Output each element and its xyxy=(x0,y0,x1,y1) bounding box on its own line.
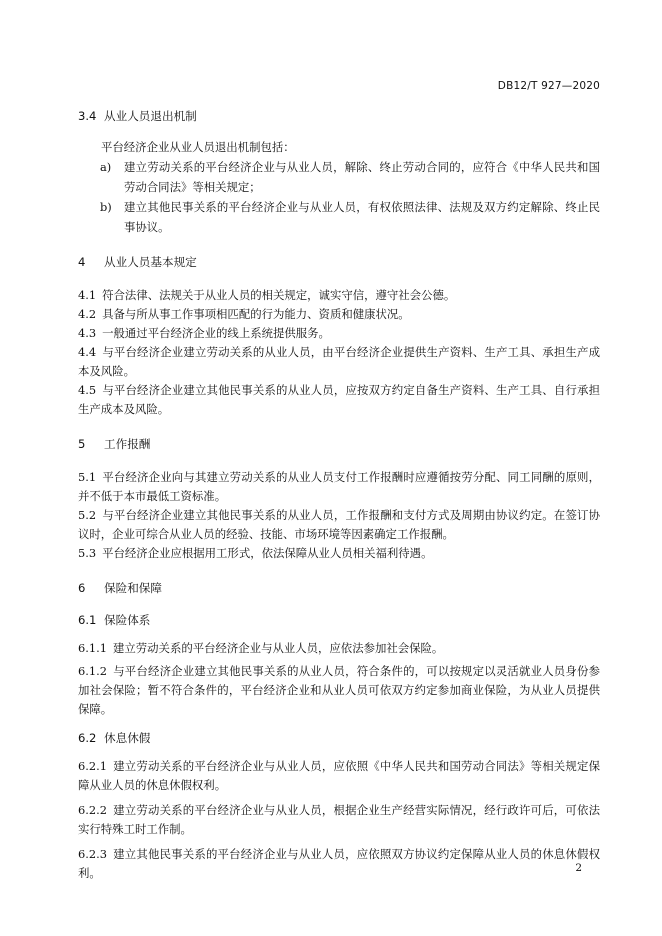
list-item-a: a) 建立劳动关系的平台经济企业与从业人员，解除、终止劳动合同的，应符合《中华人民共和国劳动合同法》等相关规定； xyxy=(100,160,600,194)
document-code: DB12/T 927—2020 xyxy=(497,80,600,92)
document-body xyxy=(78,107,600,883)
section-6-2-heading: 6.2 休息休假 xyxy=(78,731,151,745)
section-3-4-intro: 平台经济企业从业人员退出机制包括： xyxy=(101,140,295,154)
para-5-1: 5.1 平台经济企业向与其建立劳动关系的从业人员支付工作报酬时应遵循按劳分配、同工同酬的原则，并不低于本市最低工资标准。 xyxy=(78,470,600,503)
para-5-3: 5.3 平台经济企业应根据用工形式，依法保障从业人员相关福利待遇。 xyxy=(78,546,433,560)
para-4-1: 4.1 符合法律、法规关于从业人员的相关规定，诚实守信，遵守社会公德。 xyxy=(78,288,456,302)
section-6-heading: 6 保险和保障 xyxy=(78,581,162,595)
section-3-4-heading: 3.4 从业人员退出机制 xyxy=(78,109,197,123)
para-6-2-2: 6.2.2 建立劳动关系的平台经济企业与从业人员，根据企业生产经营实际情况，经行政许可后，可依法实行特殊工时工作制。 xyxy=(78,803,600,836)
para-4-5: 4.5 与平台经济企业建立其他民事关系的从业人员，应按双方约定自备生产资料、生产工具、自行承担生产成本及风险。 xyxy=(78,383,600,416)
section-4-heading: 4 从业人员基本规定 xyxy=(78,255,197,269)
para-6-2-3: 6.2.3 建立其他民事关系的平台经济企业与从业人员，应依照双方协议约定保障从业人员的休息休假权利。 xyxy=(78,847,600,880)
para-6-1-1: 6.1.1 建立劳动关系的平台经济企业与从业人员，应依法参加社会保险。 xyxy=(78,641,444,655)
para-5-2: 5.2 与平台经济企业建立其他民事关系的从业人员，工作报酬和支付方式及周期由协议约定。在签订协议时，企业可综合从业人员的经验、技能、市场环境等因素确定工作报酬。 xyxy=(78,508,600,541)
page-number: 2 xyxy=(575,862,582,874)
para-4-4: 4.4 与平台经济企业建立劳动关系的从业人员，由平台经济企业提供生产资料、生产工具、承担生产成本及风险。 xyxy=(78,345,600,378)
para-6-1-2: 6.1.2 与平台经济企业建立其他民事关系的从业人员，符合条件的，可以按规定以灵活就业人员身份参加社会保险；暂不符合条件的，平台经济企业和从业人员可依双方约定参加商业保险，为从业人员提供保障。 xyxy=(78,664,600,716)
section-5-heading: 5 工作报酬 xyxy=(78,437,151,451)
para-4-2: 4.2 具备与所从事工作事项相匹配的行为能力、资质和健康状况。 xyxy=(78,307,410,321)
para-6-2-1: 6.2.1 建立劳动关系的平台经济企业与从业人员，应依照《中华人民共和国劳动合同法》等相关规定保障从业人员的休息休假权利。 xyxy=(78,759,600,792)
list-item-b: b) 建立其他民事关系的平台经济企业与从业人员，有权依照法律、法规及双方约定解除、终止民事协议。 xyxy=(100,200,600,234)
para-4-3: 4.3 一般通过平台经济企业的线上系统提供服务。 xyxy=(78,326,330,340)
section-6-1-heading: 6.1 保险体系 xyxy=(78,613,151,627)
